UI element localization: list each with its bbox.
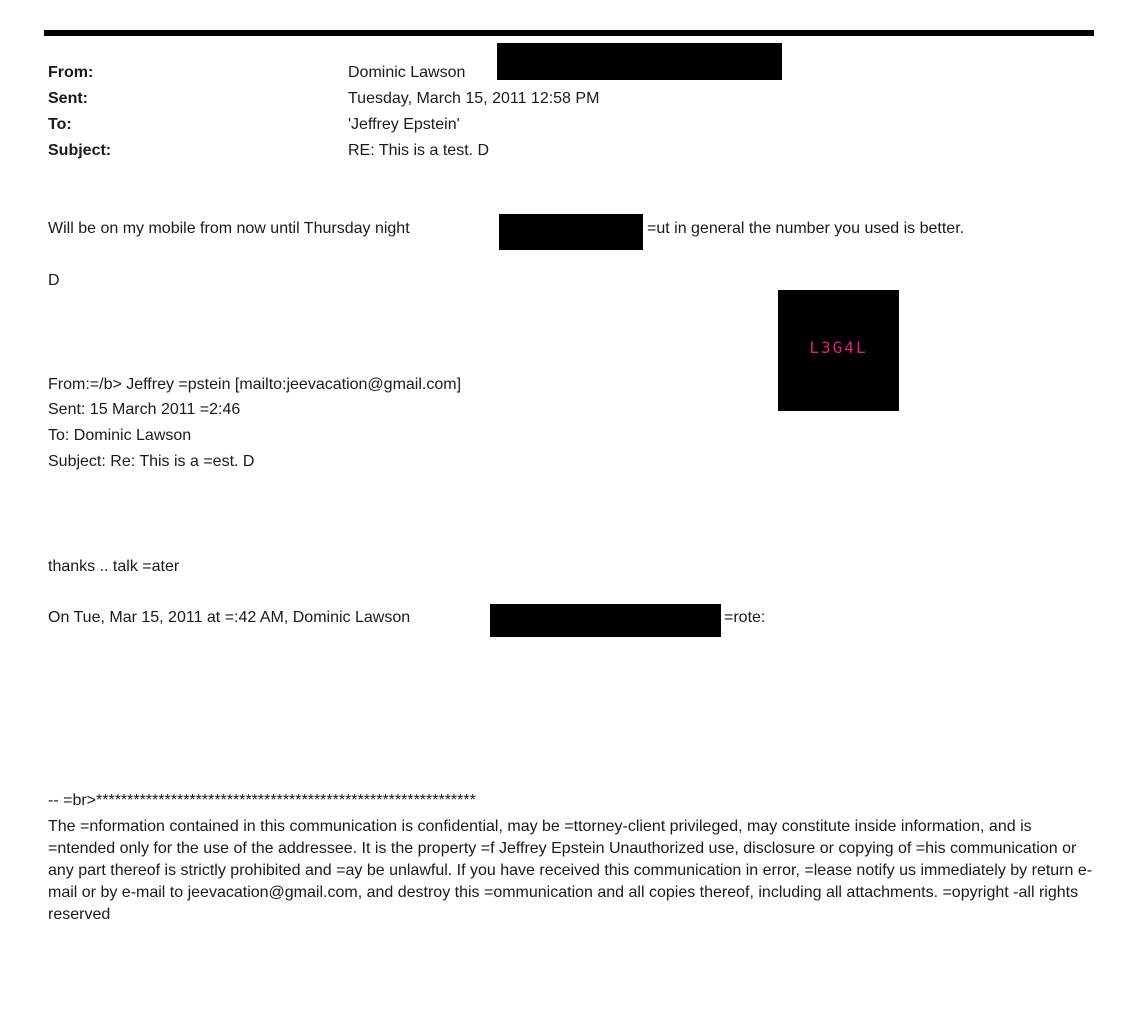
quoted-from-line: From:=/b> Jeffrey =pstein [mailto:jeevacation@gmail.com] [48,376,462,393]
body-line-end: =ut in general the number you used is better. [647,220,965,237]
redaction-from-email [497,43,782,80]
from-value: Dominic Lawson [348,64,466,81]
wrote-line-start: On Tue, Mar 15, 2011 at =:42 AM, Dominic Lawson [48,609,411,626]
subject-value: RE: This is a test. D [348,142,490,159]
quoted-sent-line: Sent: 15 March 2011 =2:46 [48,401,241,418]
quoted-subject-line: Subject: Re: This is a =est. D [48,453,255,470]
body-line-start: Will be on my mobile from now until Thursday night [48,220,410,237]
signature: D [48,272,60,289]
subject-label: Subject: [48,142,112,159]
top-rule [44,30,1094,36]
redaction-email-address [490,604,721,637]
to-value: 'Jeffrey Epstein' [348,116,460,133]
reply-line: thanks .. talk =ater [48,558,180,575]
logo-text: L3G4L [809,338,868,357]
legal-logo-stamp [778,290,899,411]
confidentiality-disclaimer: The =nformation contained in this communication is confidential, may be =ttorney-client privileged, may constitute inside information, and is =ntended only for the use of the addressee. It is the property =f Jeffrey Epstein Unauthorized use, disclosure or copying of =his communication or any part thereof is strictly prohibited and =ay be unlawful. If you have received this communication in error, =lease notify us immediately by return e-mail or by e-mail to jeevacation@gmail.com, and destroy this =ommunication and all copies thereof, including all attachments. =opyright -all rights reserved [48,818,1093,923]
sent-label: Sent: [48,90,88,107]
sent-value: Tuesday, March 15, 2011 12:58 PM [348,90,600,107]
quoted-to-line: To: Dominic Lawson [48,427,192,444]
from-label: From: [48,64,94,81]
redaction-phone-number [499,214,643,250]
footer-separator: -- =br>************************************************************* [48,792,476,809]
to-label: To: [48,116,72,133]
wrote-line-end: =rote: [724,609,766,626]
